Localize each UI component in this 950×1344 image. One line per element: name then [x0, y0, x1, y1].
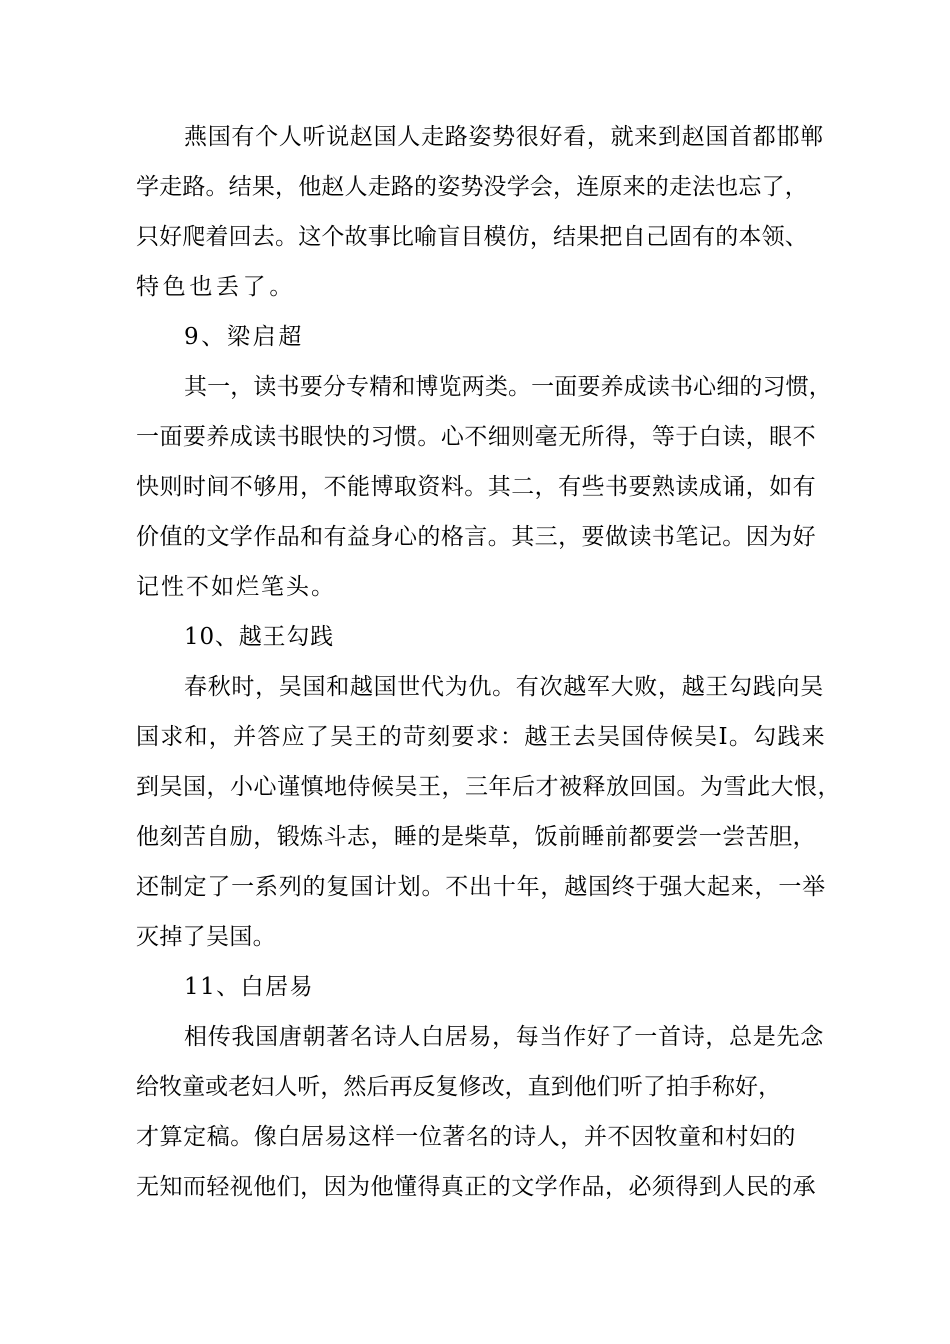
text-line: 价值的文学作品和有益身心的格言。其三，要做读书笔记。因为好 — [136, 524, 817, 550]
text-line: 特色也丢了。 — [136, 274, 297, 300]
text-line: 灭掉了吴国。 — [136, 924, 276, 950]
text-line: 快则时间不够用，不能博取资料。其二，有些书要熟读成诵，如有 — [136, 474, 817, 500]
text-line: 燕国有个人听说赵国人走路姿势很好看，就来到赵国首都邯郸 — [184, 124, 824, 150]
text-line: 还制定了一系列的复国计划。不出十年，越国终于强大起来，一举 — [136, 874, 826, 900]
text-line: 其一，读书要分专精和博览两类。一面要养成读书心细的习惯， — [184, 374, 832, 400]
text-line: 才算定稿。像白居易这样一位著名的诗人，并不因牧童和村妇的 — [136, 1124, 796, 1150]
text-line: 相传我国唐朝著名诗人白居易，每当作好了一首诗，总是先念 — [184, 1024, 824, 1050]
text-line: 给牧童或老妇人听，然后再反复修改，直到他们听了拍手称好， — [136, 1074, 782, 1100]
text-line: 国求和，并答应了吴王的苛刻要求：越王去吴国侍候吴Ⅰ。勾践来 — [136, 724, 826, 750]
text-line: 只好爬着回去。这个故事比喻盲目模仿，结果把自己固有的本领、 — [136, 224, 808, 250]
text-line: 他刻苦自励，锻炼斗志，睡的是柴草，饭前睡前都要尝一尝苦胆， — [136, 824, 817, 850]
text-line: 记性不如烂笔头。 — [136, 574, 336, 600]
text-line: 学走路。结果，他赵人走路的姿势没学会，连原来的走法也忘了， — [136, 174, 808, 200]
section-heading-10: 10、越王勾践 — [184, 624, 335, 650]
section-heading-9: 9、梁启超 — [184, 324, 304, 350]
text-line: 一面要养成读书眼快的习惯。心不细则毫无所得，等于白读，眼不 — [136, 424, 817, 450]
text-line: 无知而轻视他们，因为他懂得真正的文学作品，必须得到人民的承 — [136, 1174, 817, 1200]
section-heading-11: 11、白居易 — [184, 974, 314, 1000]
text-line: 春秋时，吴国和越国世代为仇。有次越军大败，越王勾践向吴 — [184, 674, 824, 700]
text-line: 到吴国，小心谨慎地侍候吴王，三年后才被释放回国。为雪此大恨， — [136, 774, 841, 800]
